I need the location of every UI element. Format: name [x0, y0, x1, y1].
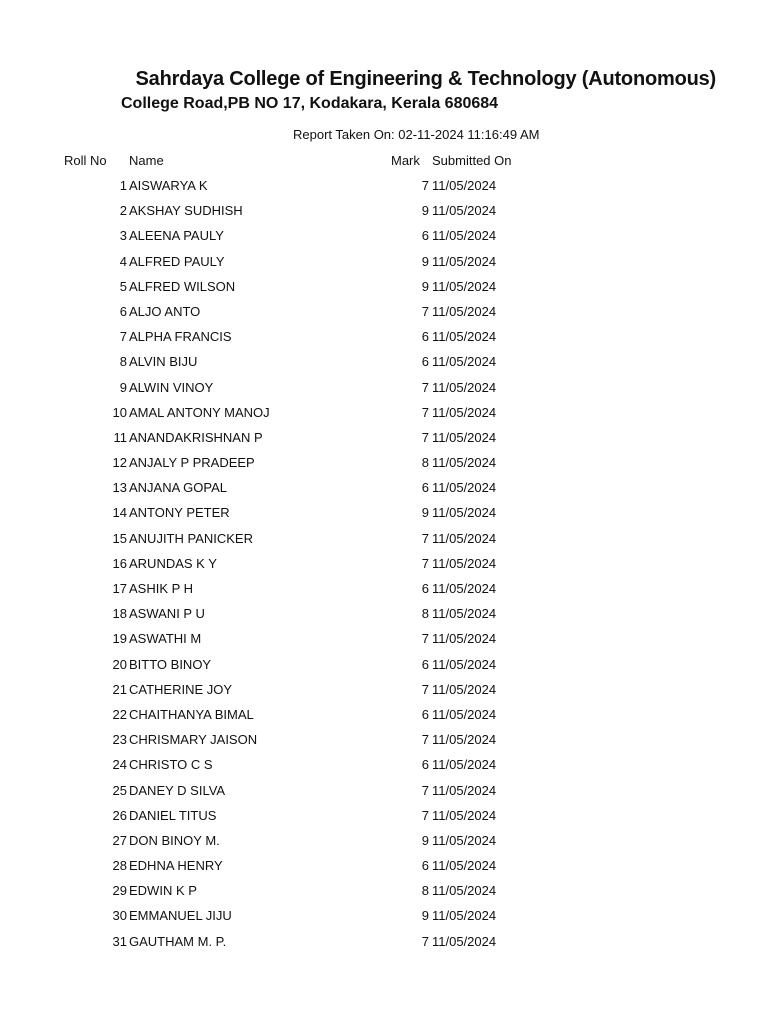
- roll-cell: 25: [112, 782, 127, 798]
- submitted-date-cell: 11/05/2024: [432, 883, 497, 899]
- roll-cell: 28: [112, 858, 127, 874]
- name-cell: DON BINOY M.: [129, 832, 220, 848]
- mark-cell: 6: [421, 656, 429, 672]
- table-row: [0, 730, 768, 755]
- submitted-date-cell: 11/05/2024: [432, 858, 497, 874]
- roll-cell: 3: [119, 228, 127, 244]
- submitted-date-cell: 11/05/2024: [432, 757, 497, 773]
- submitted-date-cell: 11/05/2024: [432, 908, 497, 924]
- name-cell: ALFRED WILSON: [129, 278, 236, 294]
- roll-cell: 23: [112, 732, 127, 748]
- column-header-name: Name: [129, 153, 164, 168]
- table-row: [0, 932, 768, 957]
- submitted-date-cell: 11/05/2024: [432, 379, 497, 395]
- roll-cell: 18: [112, 606, 127, 622]
- submitted-date-cell: 11/05/2024: [432, 455, 497, 471]
- table-row: [0, 478, 768, 503]
- mark-cell: 7: [421, 303, 429, 319]
- mark-cell: 7: [421, 782, 429, 798]
- table-row: [0, 327, 768, 352]
- name-cell: DANEY D SILVA: [129, 782, 226, 798]
- report-title: Sahrdaya College of Engineering & Technology (Autonomous): [135, 68, 716, 90]
- submitted-date-cell: 11/05/2024: [432, 303, 497, 319]
- table-row: [0, 503, 768, 528]
- submitted-date-cell: 11/05/2024: [432, 329, 497, 345]
- roll-cell: 16: [112, 555, 127, 571]
- mark-cell: 9: [421, 505, 429, 521]
- roll-cell: 10: [112, 404, 127, 420]
- name-cell: ARUNDAS K Y: [129, 555, 217, 571]
- table-row: [0, 226, 768, 251]
- mark-cell: 7: [421, 933, 429, 949]
- name-cell: BITTO BINOY: [129, 656, 212, 672]
- mark-cell: 9: [421, 203, 429, 219]
- table-row: [0, 277, 768, 302]
- submitted-date-cell: 11/05/2024: [432, 354, 497, 370]
- mark-cell: 7: [421, 555, 429, 571]
- name-cell: GAUTHAM M. P.: [129, 933, 227, 949]
- table-row: [0, 579, 768, 604]
- roll-cell: 9: [119, 379, 127, 395]
- mark-cell: 6: [421, 354, 429, 370]
- name-cell: ALPHA FRANCIS: [129, 329, 232, 345]
- name-cell: ALWIN VINOY: [129, 379, 214, 395]
- submitted-date-cell: 11/05/2024: [432, 178, 497, 193]
- mark-cell: 6: [421, 480, 429, 496]
- roll-cell: 4: [119, 253, 127, 269]
- roll-cell: 2: [119, 203, 127, 219]
- name-cell: ANTONY PETER: [129, 505, 230, 521]
- name-cell: ALFRED PAULY: [129, 253, 225, 269]
- roll-cell: 1: [119, 178, 127, 193]
- name-cell: ANANDAKRISHNAN P: [129, 429, 263, 445]
- name-cell: AKSHAY SUDHISH: [129, 203, 243, 219]
- submitted-date-cell: 11/05/2024: [432, 606, 497, 622]
- mark-cell: 7: [421, 178, 429, 193]
- name-cell: ASHIK P H: [129, 581, 194, 596]
- submitted-date-cell: 11/05/2024: [432, 480, 497, 496]
- name-cell: ALJO ANTO: [129, 303, 201, 319]
- table-row: [0, 378, 768, 403]
- mark-cell: 7: [421, 732, 429, 748]
- roll-cell: 30: [112, 908, 127, 924]
- table-row: [0, 529, 768, 554]
- table-row: [0, 755, 768, 780]
- column-header-submitted: Submitted On: [432, 153, 512, 168]
- mark-cell: 7: [421, 530, 429, 546]
- submitted-date-cell: 11/05/2024: [432, 203, 497, 219]
- roll-cell: 19: [112, 631, 127, 647]
- roll-cell: 15: [112, 530, 127, 546]
- mark-cell: 7: [421, 681, 429, 697]
- name-cell: EDHNA HENRY: [129, 858, 223, 874]
- table-row: [0, 881, 768, 906]
- table-row: [0, 201, 768, 226]
- column-header-mark: Mark: [391, 153, 420, 168]
- submitted-date-cell: 11/05/2024: [432, 807, 497, 823]
- table-row: [0, 604, 768, 629]
- name-cell: ANJANA GOPAL: [129, 480, 228, 496]
- mark-cell: 9: [421, 832, 429, 848]
- roll-cell: 17: [112, 581, 127, 596]
- mark-cell: 8: [421, 883, 429, 899]
- submitted-date-cell: 11/05/2024: [432, 505, 497, 521]
- mark-cell: 7: [421, 429, 429, 445]
- table-row: [0, 453, 768, 478]
- name-cell: ALEENA PAULY: [129, 228, 224, 244]
- roll-cell: 27: [112, 832, 127, 848]
- table-row: [0, 856, 768, 881]
- name-cell: CHRISTO C S: [129, 757, 213, 773]
- submitted-date-cell: 11/05/2024: [432, 631, 497, 647]
- submitted-date-cell: 11/05/2024: [432, 429, 497, 445]
- roll-cell: 6: [119, 303, 127, 319]
- roll-cell: 7: [119, 329, 127, 345]
- roll-cell: 8: [119, 354, 127, 370]
- table-row: [0, 302, 768, 327]
- mark-cell: 8: [421, 455, 429, 471]
- submitted-date-cell: 11/05/2024: [432, 782, 497, 798]
- roll-cell: 24: [112, 757, 127, 773]
- mark-cell: 9: [421, 253, 429, 269]
- name-cell: ANUJITH PANICKER: [129, 530, 253, 546]
- submitted-date-cell: 11/05/2024: [432, 253, 497, 269]
- roll-cell: 29: [112, 883, 127, 899]
- mark-cell: 8: [421, 606, 429, 622]
- mark-cell: 9: [421, 908, 429, 924]
- table-row: [0, 176, 768, 201]
- mark-cell: 6: [421, 858, 429, 874]
- submitted-date-cell: 11/05/2024: [432, 681, 497, 697]
- name-cell: ALVIN BIJU: [129, 354, 198, 370]
- submitted-date-cell: 11/05/2024: [432, 732, 497, 748]
- roll-cell: 14: [112, 505, 127, 521]
- table-row: [0, 655, 768, 680]
- submitted-date-cell: 11/05/2024: [432, 933, 497, 949]
- table-row: [0, 781, 768, 806]
- name-cell: ASWATHI M: [129, 631, 202, 647]
- table-row: [0, 403, 768, 428]
- table-row: [0, 428, 768, 453]
- name-cell: CHAITHANYA BIMAL: [129, 706, 254, 722]
- name-cell: EMMANUEL JIJU: [129, 908, 232, 924]
- submitted-date-cell: 11/05/2024: [432, 555, 497, 571]
- submitted-date-cell: 11/05/2024: [432, 278, 497, 294]
- name-cell: CATHERINE JOY: [129, 681, 233, 697]
- name-cell: EDWIN K P: [129, 883, 197, 899]
- mark-cell: 7: [421, 379, 429, 395]
- mark-cell: 6: [421, 581, 429, 596]
- roll-cell: 22: [112, 706, 127, 722]
- submitted-date-cell: 11/05/2024: [432, 228, 497, 244]
- table-row: [0, 831, 768, 856]
- mark-cell: 7: [421, 631, 429, 647]
- roll-cell: 12: [112, 455, 127, 471]
- roll-cell: 31: [112, 933, 127, 949]
- roll-cell: 13: [112, 480, 127, 496]
- name-cell: AMAL ANTONY MANOJ: [129, 404, 270, 420]
- submitted-date-cell: 11/05/2024: [432, 530, 497, 546]
- mark-cell: 6: [421, 329, 429, 345]
- submitted-date-cell: 11/05/2024: [432, 404, 497, 420]
- name-cell: ASWANI P U: [129, 606, 205, 622]
- name-cell: AISWARYA K: [129, 178, 208, 193]
- table-row: [0, 252, 768, 277]
- table-row: [0, 906, 768, 931]
- submitted-date-cell: 11/05/2024: [432, 581, 497, 596]
- submitted-date-cell: 11/05/2024: [432, 706, 497, 722]
- mark-cell: 6: [421, 706, 429, 722]
- roll-cell: 26: [112, 807, 127, 823]
- roll-cell: 21: [112, 681, 127, 697]
- report-timestamp: Report Taken On: 02-11-2024 11:16:49 AM: [293, 127, 540, 142]
- name-cell: ANJALY P PRADEEP: [129, 455, 255, 471]
- student-table-body: [0, 176, 768, 957]
- mark-cell: 6: [421, 228, 429, 244]
- roll-cell: 5: [119, 278, 127, 294]
- roll-cell: 11: [113, 429, 127, 445]
- mark-cell: 7: [421, 404, 429, 420]
- table-row: [0, 352, 768, 377]
- roll-cell: 20: [112, 656, 127, 672]
- table-row: [0, 806, 768, 831]
- report-subtitle: College Road,PB NO 17, Kodakara, Kerala 680684: [121, 95, 499, 112]
- mark-cell: 6: [421, 757, 429, 773]
- table-row: [0, 705, 768, 730]
- name-cell: CHRISMARY JAISON: [129, 732, 258, 748]
- submitted-date-cell: 11/05/2024: [432, 832, 497, 848]
- mark-cell: 9: [421, 278, 429, 294]
- title-clip: [62, 66, 716, 96]
- mark-cell: 7: [421, 807, 429, 823]
- submitted-date-cell: 11/05/2024: [432, 656, 497, 672]
- table-row: [0, 554, 768, 579]
- table-row: [0, 629, 768, 654]
- table-row: [0, 680, 768, 705]
- name-cell: DANIEL TITUS: [129, 807, 217, 823]
- column-header-roll: Roll No: [64, 153, 107, 168]
